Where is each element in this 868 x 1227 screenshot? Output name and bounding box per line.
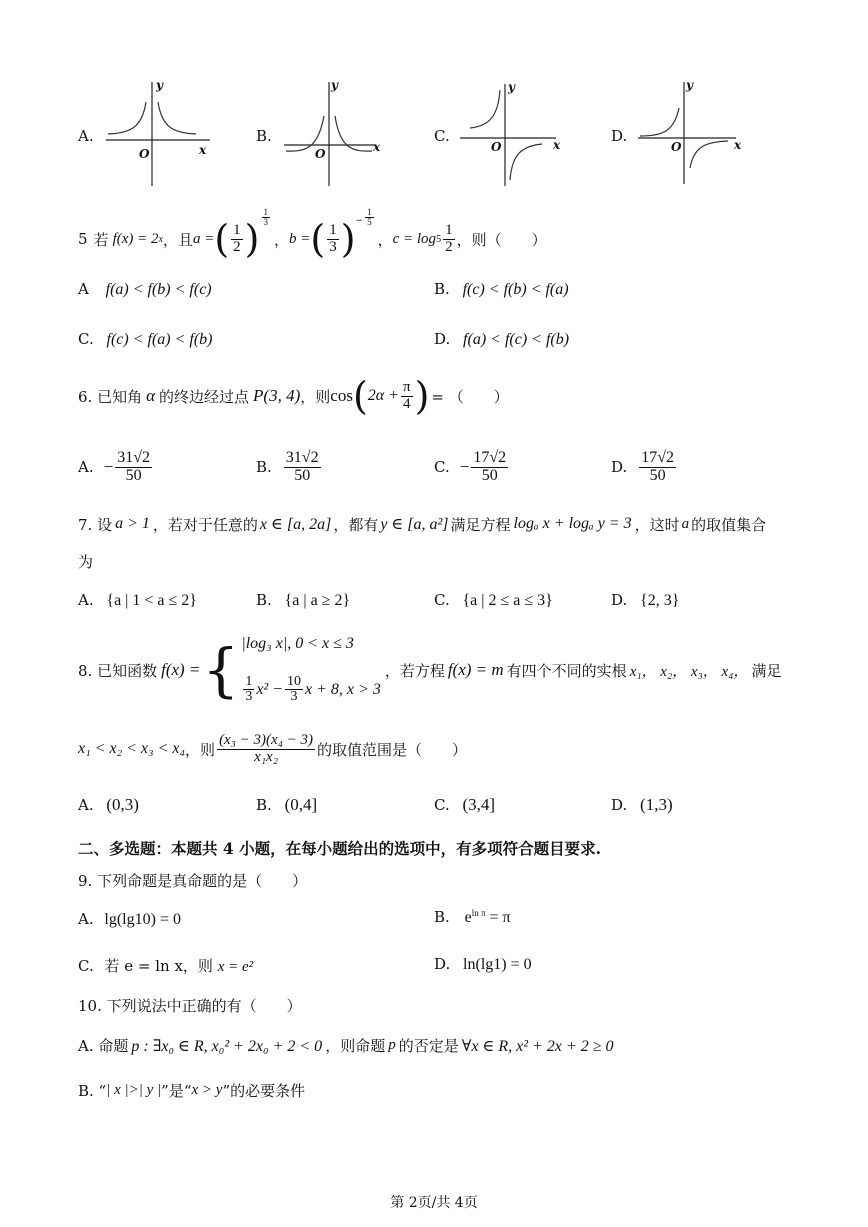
q5-prefix: 若 [93, 230, 109, 249]
q7-xrange: x ∈ [a, 2a] [259, 516, 332, 533]
q8-part: 满足 [751, 661, 782, 680]
q8-case2-e: 3 [290, 689, 298, 705]
option-letter: C. [434, 796, 450, 814]
option-letter: A. [78, 591, 94, 609]
q5-fx: f(x) = 2 [112, 230, 159, 247]
q8-option-a[interactable] [78, 795, 139, 815]
q8-cond: x₁ < x₂ < x₃ < x₄ [78, 740, 186, 757]
option-letter: A. [78, 458, 94, 476]
option-den: 50 [294, 466, 311, 484]
q8-num: (x₃ − 3)(x₄ − 3) [219, 731, 314, 748]
q10-a-math: p : ∃x₀ ∈ R, x₀² + 2x₀ + 2 < 0 [131, 1037, 323, 1055]
x-axis-label: x [734, 138, 742, 152]
q4-option-b-letter: B. [256, 127, 272, 145]
q8-roots: x₁， x₂， x₃， x₄， [629, 663, 749, 680]
q8-part: 8. 已知函数 [78, 661, 158, 680]
q4-option-d-letter: D. [611, 127, 628, 145]
option-num: 31√2 [285, 448, 319, 466]
q6-option-d[interactable] [611, 444, 678, 490]
q7-part: 的取值集合 [691, 515, 767, 534]
x-axis-label: x [553, 138, 561, 152]
q5-c-num: 1 [445, 221, 453, 238]
q8-option-b[interactable] [256, 795, 317, 815]
q7-eq: logₐ x + logₐ y = 3 [513, 515, 632, 532]
option-letter: D. [611, 796, 628, 814]
q10-a-p: p [388, 1037, 396, 1053]
option-num: 17√2 [641, 448, 675, 466]
option-text: f(c) < f(b) < f(a) [462, 281, 569, 298]
option-letter: D. [611, 458, 628, 476]
q5-a-exp-den: 3 [263, 217, 268, 228]
option-text-sup: ln π [471, 908, 486, 918]
option-letter: B. [256, 796, 272, 814]
q6-suffix: = （ ） [431, 387, 509, 406]
option-letter: A. [78, 910, 94, 928]
q10-option-a[interactable] [78, 1035, 613, 1056]
q7-cond: a > 1 [115, 515, 150, 532]
curve-right [510, 144, 542, 180]
option-text: 若 e = ln x，则 [104, 957, 218, 975]
q7-a: a [681, 515, 690, 532]
q10-b-part: ”的必要条件 [222, 1082, 306, 1100]
option-text: (3,4] [462, 795, 496, 814]
option-text: {2, 3} [640, 592, 680, 609]
option-letter: B. [256, 458, 272, 476]
q8-case2-b: 3 [245, 689, 253, 705]
q8-case2-f: x + 8, x > 3 [305, 680, 381, 698]
q6-option-b[interactable] [256, 444, 323, 490]
q7-yrange: y ∈ [a, a²] [380, 516, 449, 533]
q4-option-c-letter: C. [434, 127, 450, 145]
q6-alpha: α [146, 386, 156, 405]
q7-option-a[interactable] [78, 591, 197, 610]
q5-option-b[interactable] [434, 280, 569, 299]
q7-option-d[interactable] [611, 591, 679, 610]
q8-case2-d: 10 [287, 673, 302, 689]
curve-left [470, 90, 500, 128]
option-text: (0,3) [106, 795, 139, 814]
option-text: f(c) < f(a) < f(b) [106, 331, 213, 348]
curve-right [158, 102, 196, 134]
q8-part: 有四个不同的实根 [506, 661, 627, 680]
q9-option-c[interactable] [78, 955, 253, 976]
option-letter: D. [434, 955, 451, 973]
origin-label: O [139, 147, 150, 161]
q10-a-part: 的否定是 [398, 1037, 459, 1055]
option-den: 50 [649, 466, 666, 484]
q8-part: 的取值范围是（ ） [317, 740, 468, 759]
q5-b-num: 1 [329, 221, 337, 238]
q8-stem-line2 [78, 724, 467, 774]
q7-option-b[interactable] [256, 591, 350, 610]
q8-brace: { [202, 636, 240, 704]
y-axis-label: y [331, 78, 338, 92]
option-text-base: e [464, 909, 472, 926]
option-text: ln(lg1) = 0 [463, 956, 532, 973]
q5-a-num: 1 [233, 221, 241, 238]
q5-option-c[interactable] [78, 330, 213, 349]
q9-option-b[interactable] [434, 908, 511, 927]
option-text: (1,3) [640, 795, 673, 814]
origin-label: O [671, 140, 682, 154]
q10-a-part: ，则命题 [325, 1037, 386, 1055]
x-axis-label: x [199, 143, 207, 157]
option-text-math: x = e² [217, 959, 254, 975]
q5-b-exp-sign: − [355, 216, 364, 226]
option-text: f(a) < f(c) < f(b) [463, 331, 570, 348]
option-text: {a | 1 < a ≤ 2} [106, 592, 197, 609]
curve-right [335, 116, 372, 151]
q5-fx-exp: x [158, 233, 163, 245]
origin-label: O [315, 147, 326, 161]
option-letter: A. [78, 796, 94, 814]
q5-a-label: a = [192, 230, 215, 247]
q4-graph-a [100, 78, 220, 190]
option-letter: C. [78, 330, 94, 348]
curve-right [690, 141, 728, 168]
option-sign: − [459, 457, 470, 476]
q5-c-label: c = log [392, 230, 437, 247]
q10-b-math: | x |>| y | [106, 1082, 162, 1098]
y-axis-label: y [686, 78, 693, 92]
option-letter: A [78, 280, 89, 298]
q7-part: ，这时 [634, 515, 680, 534]
option-letter: B. [434, 280, 450, 298]
q5-c-base: 5 [436, 233, 442, 245]
section2-title: 二、多选题：本题共 4 小题，在每小题给出的选项中，有多项符合题目要求. [78, 839, 601, 858]
q8-den: x₁x₂ [254, 748, 278, 765]
q10-a-part: A. 命题 [78, 1037, 129, 1055]
q6-option-c[interactable] [434, 444, 510, 490]
q6-stem-c: ，则 [300, 387, 331, 406]
option-letter: B. [256, 591, 272, 609]
y-axis-label: y [156, 78, 163, 92]
q8-part: ，若方程 [384, 661, 445, 680]
q5-suffix: ，则（ ） [456, 230, 547, 249]
q8-part: ，则 [185, 740, 216, 759]
q5-b-label: b = [289, 230, 311, 247]
q10-stem: 10. 下列说法中正确的有（ ） [78, 997, 302, 1015]
q7-part: 满足方程 [450, 515, 511, 534]
option-letter: D. [611, 591, 628, 609]
option-letter: C. [434, 458, 450, 476]
q5-option-d[interactable] [434, 330, 569, 349]
q9-option-a[interactable] [78, 910, 181, 929]
q5-and: ，且 [162, 230, 193, 249]
q10-a-negation: ∀x ∈ R, x² + 2x + 2 ≥ 0 [461, 1037, 614, 1055]
option-text: {a | 2 ≤ a ≤ 3} [462, 592, 553, 609]
option-text: (0,4] [284, 795, 318, 814]
q8-option-c[interactable] [434, 795, 495, 815]
q5-b-den: 3 [329, 238, 337, 255]
option-text-rest: = π [485, 909, 511, 926]
option-den: 50 [481, 466, 498, 484]
origin-label: O [491, 140, 502, 154]
option-text: f(a) < f(b) < f(c) [105, 281, 212, 298]
q8-case2 [241, 675, 381, 705]
q4-option-a-letter: A. [78, 127, 94, 145]
q8-option-d[interactable] [611, 795, 673, 815]
q5-a-den: 2 [233, 238, 241, 255]
q5-number: 5 [78, 230, 88, 248]
x-axis-label: x [373, 140, 381, 154]
q6-pi: π [402, 378, 411, 395]
q6-stem: 6. 已知角 α 的终边经过点 P(3, 4) ，则 cos ( 2α + $\frac{\pi}{4}$ ) = （ ） [78, 374, 509, 418]
option-num: 31√2 [117, 448, 150, 466]
option-num: 17√2 [473, 448, 507, 466]
q10-b-math2: x > y [191, 1082, 223, 1098]
y-axis-label: y [508, 80, 515, 94]
option-text: lg(lg10) = 0 [104, 911, 181, 928]
q7-stem-line2: 为 [78, 553, 94, 571]
option-sign: − [103, 457, 114, 476]
q8-cases [241, 635, 381, 705]
q7-part: 7. 设 [78, 515, 113, 534]
option-letter: C. [78, 957, 94, 975]
q8-stem-line1 [78, 632, 781, 708]
q4-graph-d [636, 78, 746, 188]
q10-option-b[interactable] [78, 1080, 305, 1101]
q6-stem-a: 6. 已知角 [78, 387, 143, 406]
q5-a-exp-num: 1 [263, 207, 268, 217]
curve-left [286, 116, 324, 151]
q6-option-a[interactable] [78, 444, 154, 490]
page-footer: 第 2页/共 4页 [390, 1195, 478, 1211]
q8-case1: |log₃ x|, 0 < x ≤ 3 [241, 635, 354, 652]
q6-point: P(3, 4) [253, 386, 301, 405]
q4-graph-c [456, 80, 566, 190]
q7-part: ，若对于任意的 [152, 515, 258, 534]
q8-case2-a: 1 [245, 673, 253, 689]
q6-stem-b: 的终边经过点 [159, 387, 250, 406]
q7-option-c[interactable] [434, 591, 553, 610]
curve-left [640, 108, 679, 136]
q8-fx: f(x) = [161, 660, 201, 679]
q9-stem: 9. 下列命题是真命题的是（ ） [78, 872, 308, 890]
option-den: 50 [125, 466, 142, 484]
q10-b-part: ”是“ [161, 1082, 192, 1100]
q5-c-den: 2 [445, 238, 453, 255]
option-letter: C. [434, 591, 450, 609]
option-letter: D. [434, 330, 451, 348]
q7-stem-line1 [78, 512, 766, 536]
q5-b-exp-num: 1 [367, 207, 372, 217]
q7-part: ，都有 [333, 515, 379, 534]
q9-option-d[interactable] [434, 955, 532, 974]
curve-left [108, 102, 146, 134]
q4-graph-b [280, 78, 390, 190]
option-text: {a | a ≥ 2} [284, 592, 351, 609]
q5-stem: 5 若 f(x) = 2 x ，且 a = ( $\frac{1}{2}$ ) $\frac{1}{3}$ ， b = ( $\frac{1}{3}$ ) − $\frac{1}{5}$ ， c = log 5 $\frac{1}{2}$ ，则（ ） [78, 207, 547, 261]
q5-option-a[interactable] [78, 280, 212, 299]
q6-cos: cos [330, 386, 353, 405]
q6-four: 4 [403, 395, 411, 412]
q6-inner: 2α + [367, 387, 399, 404]
q8-eq: f(x) = m [447, 660, 504, 679]
q10-b-part: B. “ [78, 1081, 107, 1100]
q8-case2-c: x² − [256, 680, 284, 698]
q5-b-exp-den: 5 [367, 217, 372, 228]
option-letter: B. [434, 908, 450, 926]
